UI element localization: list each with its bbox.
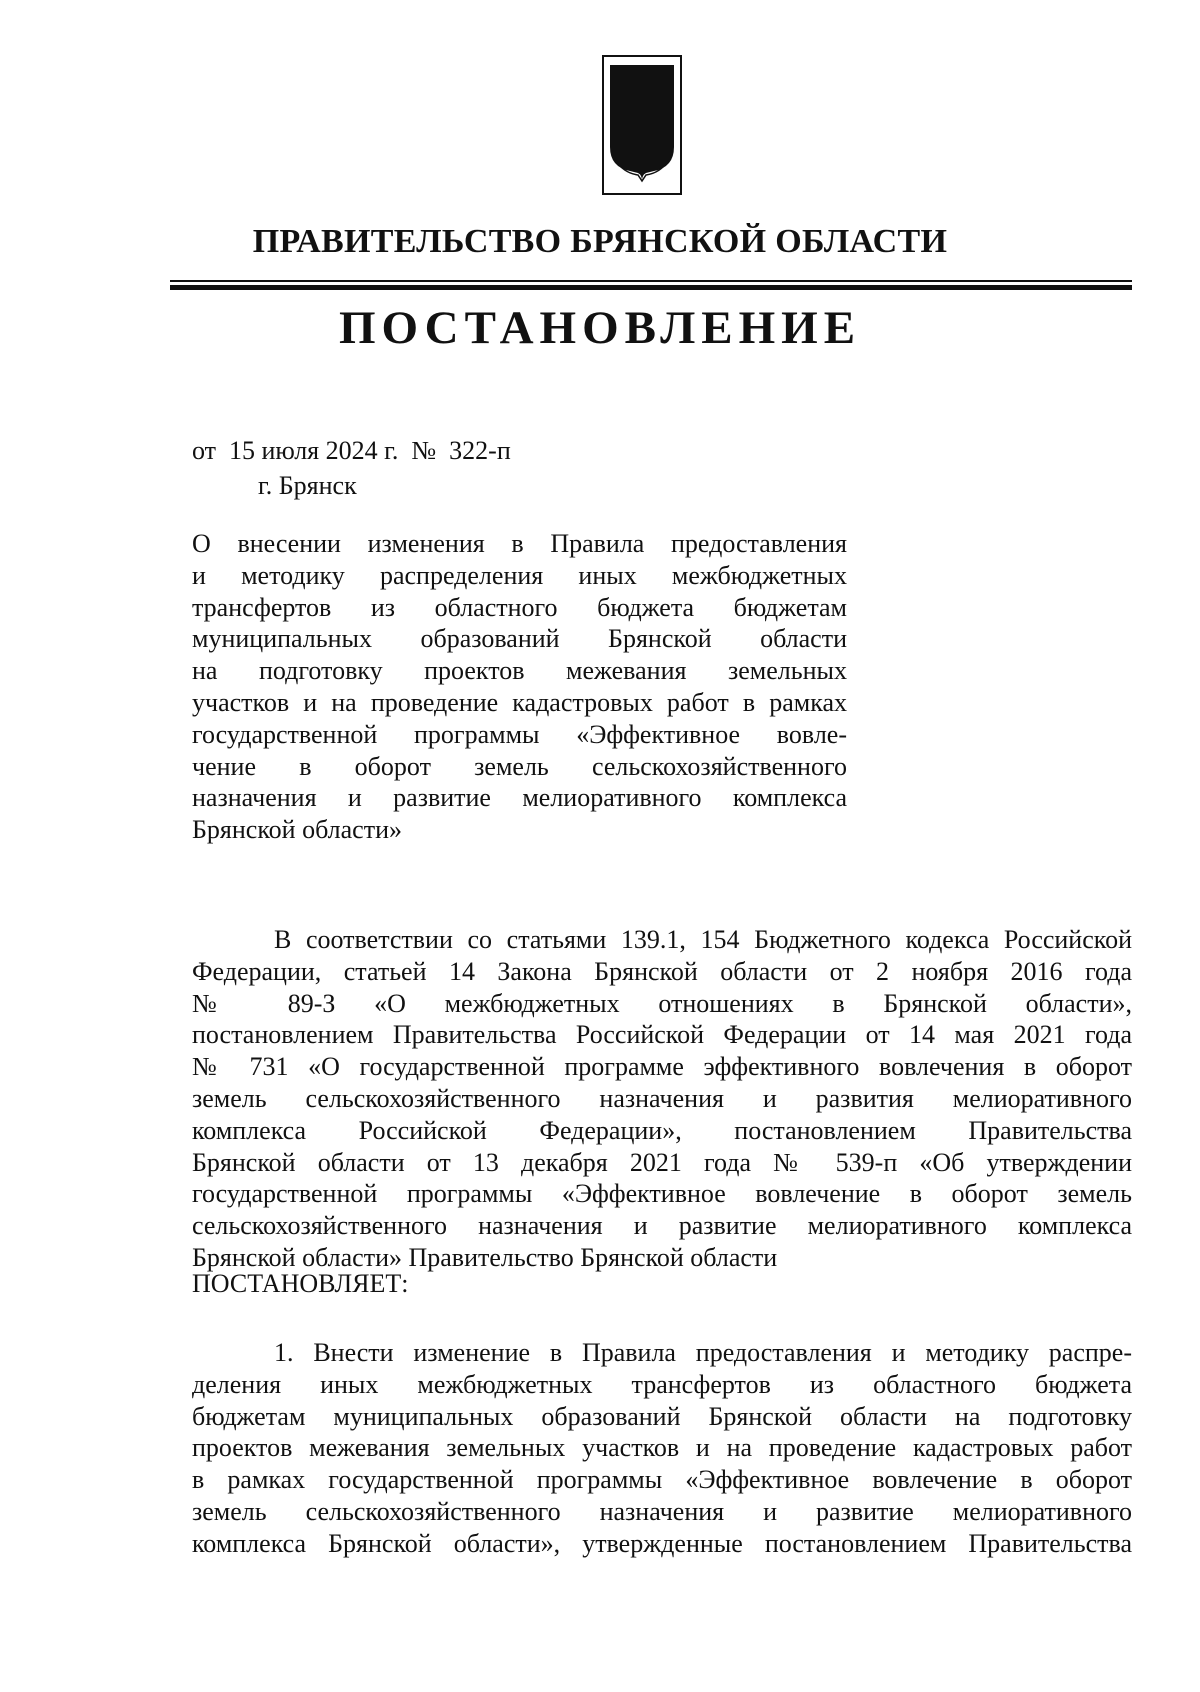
subject-line: участков и на проведение кадастровых работ в рамках bbox=[192, 687, 847, 717]
item-1-line: деления иных межбюджетных трансфертов из областного бюджета bbox=[192, 1369, 1132, 1399]
item-1-line: комплекса Брянской области», утвержденные постановлением Правительства bbox=[192, 1528, 1132, 1558]
subject-line: на подготовку проектов межевания земельных bbox=[192, 656, 847, 686]
preamble-line: Брянской области» Правительство Брянской области bbox=[192, 1242, 778, 1272]
item-1-line: бюджетам муниципальных образований Брянской области на подготовку bbox=[192, 1401, 1132, 1431]
subject-line: трансфертов из областного бюджета бюджетам bbox=[192, 592, 847, 622]
preamble-line: № 731 «О государственной программе эффективного вовлечения в оборот bbox=[192, 1052, 1132, 1082]
item-1-line: земель сельскохозяйственного назначения и развитие мелиоративного bbox=[192, 1496, 1132, 1526]
preamble-paragraph bbox=[192, 924, 1132, 1274]
preamble-line: постановлением Правительства Российской Федерации от 14 мая 2021 года bbox=[192, 1020, 1132, 1050]
document-city: г. Брянск bbox=[258, 471, 357, 500]
item-1-line: в рамках государственной программы «Эффективное вовлечение в оборот bbox=[192, 1465, 1132, 1495]
organization-title: ПРАВИТЕЛЬСТВО БРЯНСКОЙ ОБЛАСТИ bbox=[252, 223, 948, 260]
preamble-line: № 89-З «О межбюджетных отношениях в Брянской области», bbox=[192, 988, 1132, 1018]
item-1-line: 1. Внести изменение в Правила предоставления и методику распре- bbox=[274, 1338, 1132, 1367]
document-type-title: ПОСТАНОВЛЕНИЕ bbox=[338, 302, 862, 354]
preamble-line: сельскохозяйственного назначения и развитие мелиоративного комплекса bbox=[192, 1211, 1132, 1241]
preamble-line: Федерации, статьей 14 Закона Брянской области от 2 ноября 2016 года bbox=[192, 956, 1132, 986]
preamble-line: Брянской области от 13 декабря 2021 года № 539-п «Об утверждении bbox=[192, 1147, 1132, 1177]
subject-line: О внесении изменения в Правила предоставления bbox=[192, 529, 847, 558]
subject-line: Брянской области» bbox=[192, 815, 402, 845]
preamble-line: государственной программы «Эффективное вовлечение в оборот земель bbox=[192, 1179, 1132, 1209]
header-rule-thick bbox=[170, 285, 1132, 290]
subject-line: муниципальных образований Брянской области bbox=[192, 624, 847, 654]
subject-line: назначения и развитие мелиоративного комплекса bbox=[192, 783, 847, 813]
preamble-line: комплекса Российской Федерации», постановлением Правительства bbox=[192, 1115, 1132, 1145]
preamble-line: В соответствии со статьями 139.1, 154 Бюджетного кодекса Российской bbox=[274, 925, 1132, 954]
subject-line: и методику распределения иных межбюджетных bbox=[192, 560, 847, 590]
document-subject bbox=[192, 528, 847, 846]
subject-line: государственной программы «Эффективное вовле- bbox=[192, 719, 847, 749]
item-1-paragraph bbox=[192, 1337, 1132, 1560]
decree-word: ПОСТАНОВЛЯЕТ: bbox=[192, 1269, 409, 1298]
preamble-line: земель сельскохозяйственного назначения и развития мелиоративного bbox=[192, 1083, 1132, 1113]
coat-of-arms-emblem bbox=[602, 55, 682, 195]
item-1-line: проектов межевания земельных участков и на проведение кадастровых работ bbox=[192, 1433, 1132, 1463]
subject-line: чение в оборот земель сельскохозяйственного bbox=[192, 751, 847, 781]
header-rule-thin bbox=[170, 280, 1132, 282]
document-date-number: от 15 июля 2024 г. № 322-п bbox=[192, 436, 511, 465]
